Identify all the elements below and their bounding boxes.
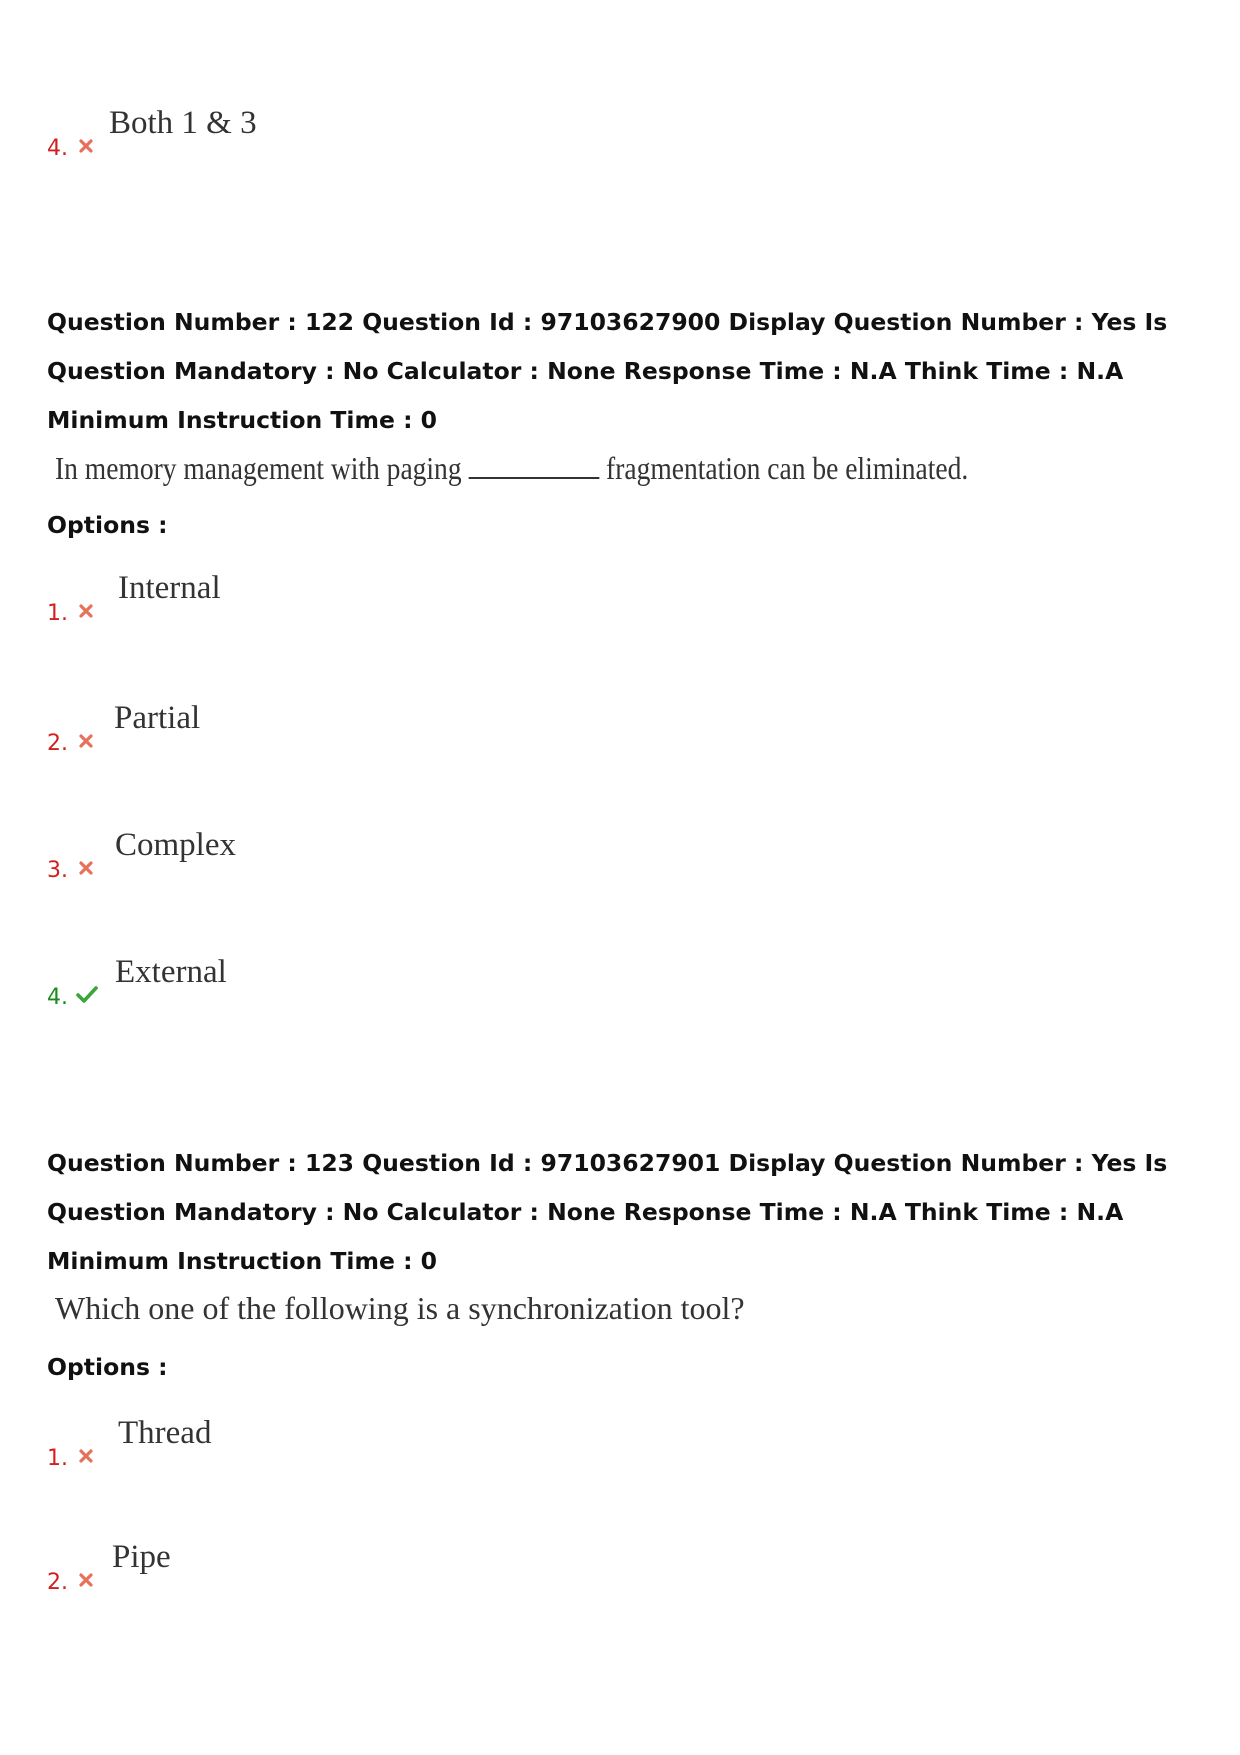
- fill-blank: [468, 451, 599, 479]
- cross-icon: [77, 602, 95, 620]
- option-text: Complex: [115, 827, 236, 863]
- option-item: [47, 1539, 647, 1599]
- option-item: [47, 827, 647, 887]
- option-item: [47, 700, 647, 760]
- option-number: 1.: [47, 1446, 68, 1471]
- options-label: Options :: [47, 1353, 168, 1381]
- option-item: [47, 1415, 647, 1475]
- question-text-after: fragmentation can be eliminated.: [606, 450, 969, 486]
- check-icon: [75, 986, 99, 1004]
- option-number: 2.: [47, 1570, 68, 1595]
- question-text: Which one of the following is a synchronization tool?: [55, 1290, 745, 1326]
- cross-icon: [77, 859, 95, 877]
- option-text: Internal: [118, 570, 221, 606]
- question-header: Question Number : 123 Question Id : 97103627901 Display Question Number : Yes Is Question Mandatory : No Calculator : None Response Time : N.A Think Time : N.A Minimum Instruction Time : 0: [47, 1149, 1168, 1275]
- option-item: [47, 954, 647, 1014]
- option-number: 4.: [47, 136, 68, 161]
- option-item: [47, 105, 647, 165]
- option-text: Both 1 & 3: [109, 105, 257, 141]
- option-number: 3.: [47, 858, 68, 883]
- option-text: Thread: [118, 1415, 212, 1451]
- cross-icon: [77, 1571, 95, 1589]
- option-text: External: [115, 954, 227, 990]
- cross-icon: [77, 732, 95, 750]
- question-text-before: In memory management with paging: [55, 450, 462, 486]
- cross-icon: [77, 1447, 95, 1465]
- option-number: 2.: [47, 731, 68, 756]
- question-text: [55, 450, 968, 487]
- question-header: Question Number : 122 Question Id : 97103627900 Display Question Number : Yes Is Question Mandatory : No Calculator : None Response Time : N.A Think Time : N.A Minimum Instruction Time : 0: [47, 308, 1168, 434]
- option-number: 1.: [47, 601, 68, 626]
- option-item: [47, 570, 647, 630]
- option-text: Pipe: [112, 1539, 171, 1575]
- option-number: 4.: [47, 985, 68, 1010]
- options-label: Options :: [47, 511, 168, 539]
- cross-icon: [77, 137, 95, 155]
- option-text: Partial: [114, 700, 201, 736]
